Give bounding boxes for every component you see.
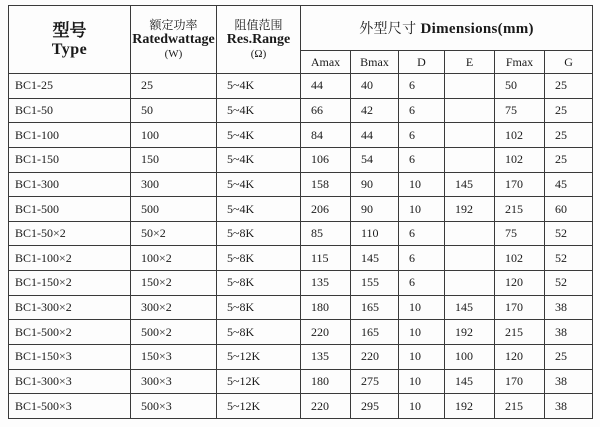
cell-bmax: 295 (351, 394, 399, 419)
cell-amax: 180 (301, 295, 351, 320)
cell-fmax: 170 (495, 295, 545, 320)
header-type-zh: 型号 (52, 20, 87, 40)
cell-res: 5~4K (217, 123, 301, 148)
cell-amax: 44 (301, 74, 351, 99)
cell-power: 150×2 (131, 271, 217, 296)
cell-type: BC1-25 (9, 74, 131, 99)
cell-d: 6 (399, 271, 445, 296)
header-dim-en: Dimensions(mm) (420, 21, 534, 37)
cell-fmax: 170 (495, 172, 545, 197)
cell-g: 38 (545, 295, 593, 320)
cell-bmax: 40 (351, 74, 399, 99)
cell-power: 100 (131, 123, 217, 148)
table-row (9, 98, 593, 123)
header-res (217, 6, 301, 74)
cell-amax: 220 (301, 320, 351, 345)
table-row (9, 320, 593, 345)
table-row (9, 197, 593, 222)
table-row (9, 221, 593, 246)
cell-amax: 135 (301, 345, 351, 370)
cell-e (445, 74, 495, 99)
cell-d: 10 (399, 320, 445, 345)
table-row (9, 123, 593, 148)
cell-fmax: 102 (495, 246, 545, 271)
cell-power: 150×3 (131, 345, 217, 370)
header-d: D (399, 51, 445, 74)
table-row (9, 394, 593, 419)
cell-power: 50 (131, 98, 217, 123)
cell-g: 25 (545, 98, 593, 123)
header-bmax: Bmax (351, 51, 399, 74)
cell-res: 5~4K (217, 172, 301, 197)
cell-d: 6 (399, 147, 445, 172)
cell-g: 25 (545, 74, 593, 99)
cell-fmax: 102 (495, 123, 545, 148)
cell-fmax: 215 (495, 394, 545, 419)
cell-type: BC1-500 (9, 197, 131, 222)
cell-g: 45 (545, 172, 593, 197)
cell-res: 5~4K (217, 147, 301, 172)
header-amax: Amax (301, 51, 351, 74)
cell-amax: 135 (301, 271, 351, 296)
cell-power: 25 (131, 74, 217, 99)
cell-d: 10 (399, 345, 445, 370)
cell-e: 192 (445, 197, 495, 222)
cell-fmax: 120 (495, 345, 545, 370)
cell-bmax: 42 (351, 98, 399, 123)
cell-g: 25 (545, 147, 593, 172)
header-power-en: Ratedwattage (132, 32, 215, 47)
cell-power: 50×2 (131, 221, 217, 246)
cell-bmax: 275 (351, 369, 399, 394)
cell-d: 10 (399, 394, 445, 419)
cell-amax: 220 (301, 394, 351, 419)
header-res-zh: 阻值范围 (234, 18, 283, 32)
table-body (9, 74, 593, 419)
cell-fmax: 75 (495, 98, 545, 123)
cell-res: 5~8K (217, 320, 301, 345)
cell-amax: 84 (301, 123, 351, 148)
cell-bmax: 90 (351, 172, 399, 197)
cell-type: BC1-50 (9, 98, 131, 123)
cell-power: 300×2 (131, 295, 217, 320)
cell-g: 25 (545, 345, 593, 370)
header-g: G (545, 51, 593, 74)
cell-e: 192 (445, 320, 495, 345)
cell-e: 145 (445, 369, 495, 394)
cell-d: 6 (399, 221, 445, 246)
cell-g: 38 (545, 320, 593, 345)
cell-g: 25 (545, 123, 593, 148)
cell-bmax: 54 (351, 147, 399, 172)
cell-bmax: 155 (351, 271, 399, 296)
table-row (9, 147, 593, 172)
cell-amax: 66 (301, 98, 351, 123)
cell-type: BC1-50×2 (9, 221, 131, 246)
cell-e (445, 221, 495, 246)
cell-d: 6 (399, 123, 445, 148)
cell-res: 5~8K (217, 246, 301, 271)
cell-g: 52 (545, 221, 593, 246)
cell-e (445, 147, 495, 172)
cell-g: 60 (545, 197, 593, 222)
cell-type: BC1-150×2 (9, 271, 131, 296)
cell-type: BC1-500×3 (9, 394, 131, 419)
cell-fmax: 215 (495, 320, 545, 345)
header-fmax: Fmax (495, 51, 545, 74)
cell-amax: 180 (301, 369, 351, 394)
cell-e: 100 (445, 345, 495, 370)
cell-e (445, 123, 495, 148)
cell-amax: 158 (301, 172, 351, 197)
header-dimensions (301, 6, 593, 51)
cell-bmax: 90 (351, 197, 399, 222)
cell-fmax: 102 (495, 147, 545, 172)
cell-fmax: 50 (495, 74, 545, 99)
cell-fmax: 170 (495, 369, 545, 394)
cell-power: 150 (131, 147, 217, 172)
cell-res: 5~4K (217, 74, 301, 99)
header-res-en: Res.Range (226, 32, 291, 47)
cell-d: 6 (399, 74, 445, 99)
cell-d: 10 (399, 172, 445, 197)
cell-type: BC1-150 (9, 147, 131, 172)
cell-d: 6 (399, 98, 445, 123)
header-dim-zh: 外型尺寸 (359, 22, 417, 37)
header-e: E (445, 51, 495, 74)
cell-res: 5~4K (217, 98, 301, 123)
table-row (9, 345, 593, 370)
table-row (9, 369, 593, 394)
cell-e (445, 98, 495, 123)
cell-power: 500 (131, 197, 217, 222)
cell-bmax: 165 (351, 295, 399, 320)
cell-fmax: 75 (495, 221, 545, 246)
header-type-en: Type (51, 40, 88, 58)
cell-amax: 115 (301, 246, 351, 271)
cell-amax: 85 (301, 221, 351, 246)
cell-type: BC1-300×2 (9, 295, 131, 320)
header-type (9, 6, 131, 74)
cell-e: 145 (445, 172, 495, 197)
header-power (131, 6, 217, 74)
cell-g: 38 (545, 369, 593, 394)
cell-amax: 206 (301, 197, 351, 222)
cell-bmax: 44 (351, 123, 399, 148)
cell-d: 10 (399, 369, 445, 394)
cell-bmax: 145 (351, 246, 399, 271)
cell-e: 192 (445, 394, 495, 419)
table-row (9, 172, 593, 197)
cell-power: 300 (131, 172, 217, 197)
cell-res: 5~8K (217, 271, 301, 296)
cell-type: BC1-500×2 (9, 320, 131, 345)
cell-res: 5~12K (217, 369, 301, 394)
cell-d: 6 (399, 246, 445, 271)
table-row (9, 246, 593, 271)
cell-res: 5~4K (217, 197, 301, 222)
cell-type: BC1-150×3 (9, 345, 131, 370)
cell-fmax: 215 (495, 197, 545, 222)
header-power-unit: (W) (164, 48, 183, 60)
cell-e (445, 271, 495, 296)
cell-power: 300×3 (131, 369, 217, 394)
spec-table (8, 5, 593, 419)
table-row (9, 74, 593, 99)
cell-res: 5~8K (217, 295, 301, 320)
cell-type: BC1-300×3 (9, 369, 131, 394)
cell-g: 38 (545, 394, 593, 419)
cell-bmax: 220 (351, 345, 399, 370)
header-res-unit: (Ω) (250, 48, 267, 60)
cell-bmax: 110 (351, 221, 399, 246)
cell-g: 52 (545, 246, 593, 271)
cell-e: 145 (445, 295, 495, 320)
cell-type: BC1-300 (9, 172, 131, 197)
cell-e (445, 246, 495, 271)
cell-power: 500×2 (131, 320, 217, 345)
cell-power: 100×2 (131, 246, 217, 271)
cell-res: 5~8K (217, 221, 301, 246)
cell-g: 52 (545, 271, 593, 296)
cell-bmax: 165 (351, 320, 399, 345)
cell-power: 500×3 (131, 394, 217, 419)
cell-res: 5~12K (217, 345, 301, 370)
table-row (9, 295, 593, 320)
cell-d: 10 (399, 295, 445, 320)
table-row (9, 271, 593, 296)
cell-amax: 106 (301, 147, 351, 172)
header-power-zh: 额定功率 (149, 18, 198, 32)
cell-d: 10 (399, 197, 445, 222)
cell-type: BC1-100×2 (9, 246, 131, 271)
cell-res: 5~12K (217, 394, 301, 419)
cell-type: BC1-100 (9, 123, 131, 148)
cell-fmax: 120 (495, 271, 545, 296)
